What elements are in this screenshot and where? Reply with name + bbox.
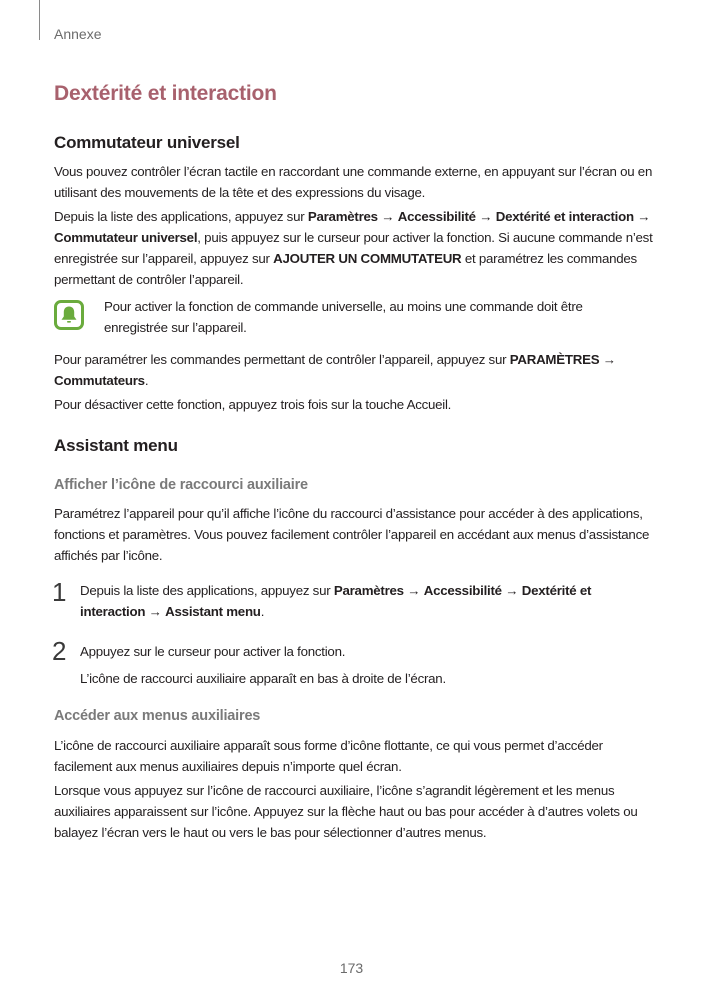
subheading-acceder-menus: Accéder aux menus auxiliaires	[54, 708, 261, 724]
step-2-text: Appuyez sur le curseur pour activer la fonction.	[80, 644, 346, 659]
text: , puis appuyez sur le curseur pour activer la fonction. Si aucune commande n’est enregistrée sur l’appareil, appuyez sur	[54, 230, 653, 266]
text: et paramétrez les commandes permettant de contrôler l’appareil.	[54, 251, 637, 287]
paragraph-menus-auxiliaires: Lorsque vous appuyez sur l’icône de raccourci auxiliaire, l’icône s’agrandit légèrement et les menus auxiliaires apparaissent sur l’icône. Appuyez sur la flèche haut ou bas pour accéder à d’autres volets ou balayez l’écran vers le haut ou vers le bas pour sélectionner d’autres menus.	[54, 783, 638, 840]
paragraph-intro: Vous pouvez contrôler l’écran tactile en raccordant une commande externe, en appuyant sur l’écran ou en utilisant des mouvements de la tête et des expressions du visage.	[54, 164, 653, 200]
arrow: →	[377, 209, 398, 224]
arrow: →	[633, 209, 651, 224]
text: Depuis la liste des applications, appuyez sur	[54, 209, 308, 224]
heading-assistant-menu: Assistant menu	[54, 436, 178, 455]
heading-commutateur-universel: Commutateur universel	[54, 133, 240, 152]
paragraph-assistant-intro: Paramétrez l’appareil pour qu’il affiche l’icône du raccourci d’assistance pour accéder à des applications, fonctions et paramètres. Vous pouvez facilement contrôler l’appareil en accédant aux menus d’assistance affichés par l’icône.	[54, 506, 650, 563]
section-label: Annexe	[54, 26, 102, 42]
button-label-ajouter: AJOUTER UN COMMUTATEUR	[273, 251, 462, 266]
text: Depuis la liste des applications, appuyez sur	[80, 583, 334, 598]
page-number: 173	[339, 960, 364, 976]
arrow: →	[599, 352, 616, 367]
menu-path-commutateur: Commutateur universel	[54, 230, 198, 245]
menu-path-parametres: Paramètres	[307, 209, 378, 224]
menu-path-assistant-menu: Assistant menu	[165, 604, 261, 619]
note-text: Pour activer la fonction de commande universelle, au moins une commande doit être enregistrée sur l’appareil.	[104, 299, 583, 335]
arrow: →	[501, 583, 522, 598]
header-divider	[39, 0, 40, 40]
paragraph-parametres	[54, 349, 654, 391]
menu-path-parametres-caps: PARAMÈTRES	[509, 352, 600, 367]
text: .	[144, 373, 149, 388]
menu-path-accessibilite: Accessibilité	[423, 583, 502, 598]
menu-path-dexterite: Dextérité et interaction	[495, 209, 634, 224]
text: .	[260, 604, 265, 619]
arrow: →	[145, 604, 166, 619]
page-title: Dextérité et interaction	[54, 82, 277, 105]
step-number-1: 1	[52, 577, 67, 607]
arrow: →	[403, 583, 424, 598]
menu-path-accessibilite: Accessibilité	[397, 209, 476, 224]
text: Pour paramétrer les commandes permettant de contrôler l’appareil, appuyez sur	[54, 352, 510, 367]
paragraph-icone-flottante: L’icône de raccourci auxiliaire apparaît sous forme d’icône flottante, ce qui vous permet d’accéder facilement aux menus auxiliaires depuis n’importe quel écran.	[54, 738, 603, 774]
menu-path-dexterite: Dextérité et interaction	[80, 583, 592, 619]
step-2-followup: L’icône de raccourci auxiliaire apparaît en bas à droite de l’écran.	[80, 671, 446, 686]
notification-bell-icon	[54, 300, 84, 330]
step-1-text	[80, 580, 640, 622]
subheading-afficher-icone: Afficher l’icône de raccourci auxiliaire	[54, 477, 308, 493]
menu-path-parametres: Paramètres	[333, 583, 404, 598]
step-number-2: 2	[52, 636, 67, 666]
paragraph-instructions	[54, 206, 654, 290]
arrow: →	[475, 209, 496, 224]
paragraph-desactiver: Pour désactiver cette fonction, appuyez trois fois sur la touche Accueil.	[54, 397, 452, 412]
menu-path-commutateurs: Commutateurs	[54, 373, 145, 388]
